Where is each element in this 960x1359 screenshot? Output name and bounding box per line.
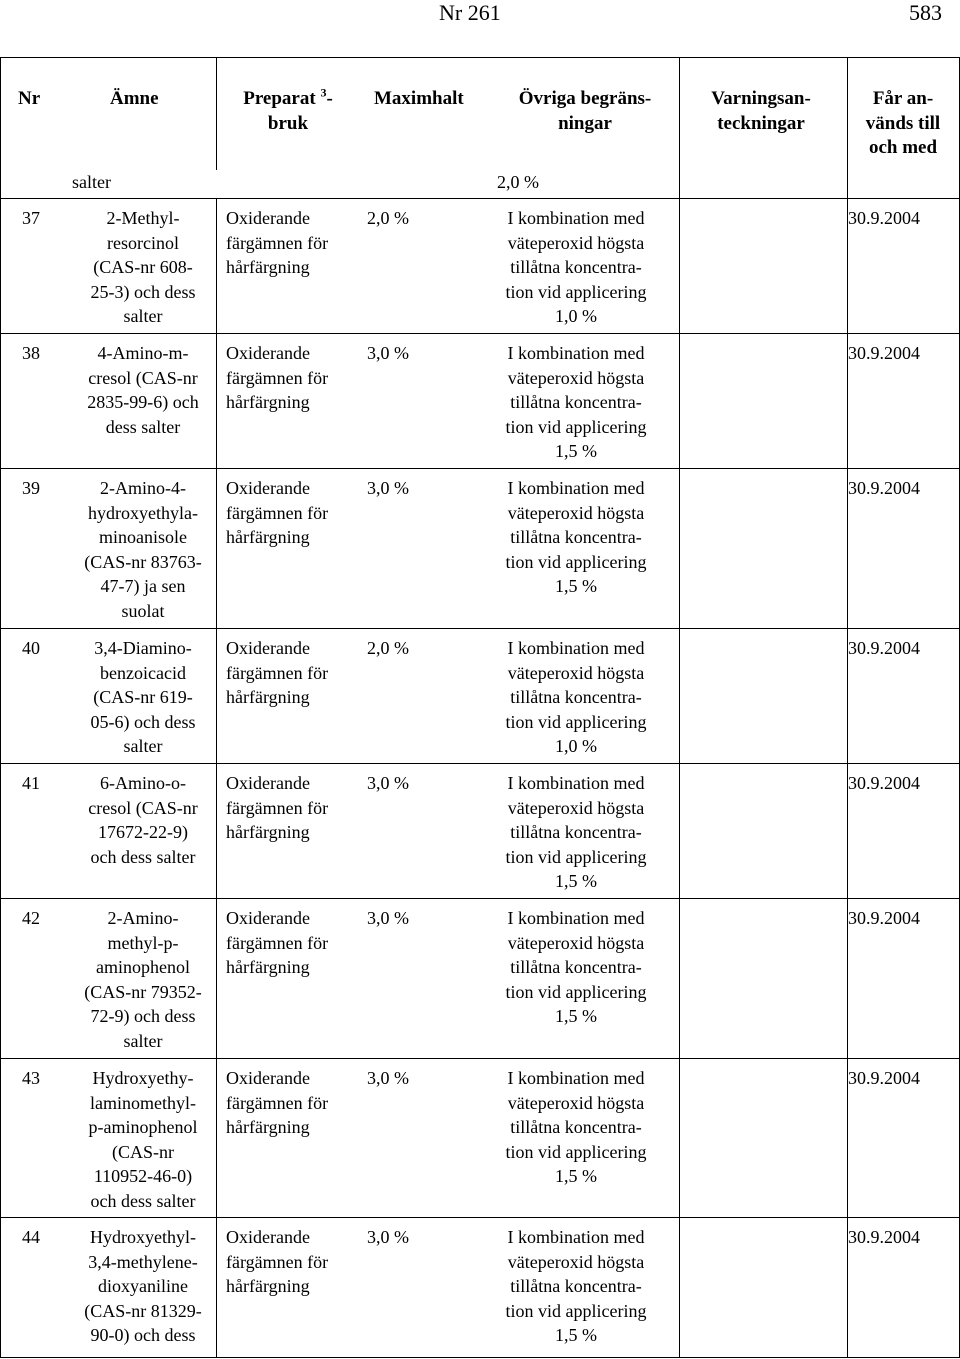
other-restrictions: I kombination med väteperoxid högsta tillåtna koncentra- tion vid applicering 1,5 % [505, 478, 647, 596]
footnote-marker: 3 [320, 85, 327, 100]
column-rule [679, 57, 680, 1358]
product-use: Oxiderande färgämnen för hårfärgning [226, 1068, 329, 1137]
other-restrictions: I kombination med väteperoxid högsta tillåtna koncentra- tion vid applicering 1,0 % [505, 638, 647, 756]
substance: 2-Amino- methyl-p- aminophenol (CAS-nr 79352- 72-9) och dess salter [84, 908, 202, 1051]
table-bottom-rule [0, 1357, 960, 1358]
row-divider [0, 763, 960, 764]
row-number: 44 [22, 1227, 40, 1247]
product-use: Oxiderande färgämnen för hårfärgning [226, 478, 329, 547]
preparat-label: Preparat [243, 88, 316, 109]
continuation-substance: salter [72, 172, 111, 192]
product-use: Oxiderande färgämnen för hårfärgning [226, 773, 329, 842]
substance: 6-Amino-o- cresol (CAS-nr 17672-22-9) och dess salter [88, 773, 198, 867]
allowed-until: 30.9.2004 [848, 773, 920, 793]
max-concentration: 3,0 % [367, 773, 409, 793]
column-rule [0, 57, 1, 1358]
max-concentration: 2,0 % [367, 208, 409, 228]
allowed-until: 30.9.2004 [848, 343, 920, 363]
max-concentration: 3,0 % [367, 478, 409, 498]
row-number: 41 [22, 773, 40, 793]
column-header-maximhalt: Maximhalt [374, 88, 464, 109]
continuation-limit: 2,0 % [497, 172, 539, 192]
preparat-label-line2: bruk [267, 112, 309, 134]
row-number: 43 [22, 1068, 40, 1088]
row-number: 38 [22, 343, 40, 363]
column-rule [216, 198, 217, 1358]
other-restrictions: I kombination med väteperoxid högsta tillåtna koncentra- tion vid applicering 1,0 % [505, 208, 647, 326]
max-concentration: 3,0 % [367, 343, 409, 363]
substance: Hydroxyethyl- 3,4-methylene- dioxyaniline (CAS-nr 81329- 90-0) och dess [84, 1227, 202, 1345]
substance: Hydroxyethy- laminomethyl- p-aminophenol (CAS-nr 110952-46-0) och dess salter [88, 1068, 198, 1211]
row-number: 40 [22, 638, 40, 658]
row-divider [0, 468, 960, 469]
allowed-until: 30.9.2004 [848, 1227, 920, 1247]
column-header-amne: Ämne [110, 88, 159, 109]
table-top-rule [0, 57, 960, 58]
other-restrictions: I kombination med väteperoxid högsta tillåtna koncentra- tion vid applicering 1,5 % [505, 343, 647, 461]
journal-number: Nr 261 [439, 0, 501, 25]
other-restrictions: I kombination med väteperoxid högsta tillåtna koncentra- tion vid applicering 1,5 % [505, 1227, 647, 1345]
allowed-until: 30.9.2004 [848, 1068, 920, 1088]
allowed-until: 30.9.2004 [848, 908, 920, 928]
page-header [0, 0, 960, 30]
max-concentration: 3,0 % [367, 1227, 409, 1247]
max-concentration: 3,0 % [367, 908, 409, 928]
column-rule [216, 57, 217, 170]
product-use: Oxiderande färgämnen för hårfärgning [226, 1227, 329, 1296]
row-divider [0, 198, 960, 199]
other-restrictions: I kombination med väteperoxid högsta tillåtna koncentra- tion vid applicering 1,5 % [505, 773, 647, 891]
other-restrictions: I kombination med väteperoxid högsta tillåtna koncentra- tion vid applicering 1,5 % [505, 908, 647, 1026]
substance: 4-Amino-m- cresol (CAS-nr 2835-99-6) och dess salter [87, 343, 199, 437]
column-header-nr: Nr [18, 88, 41, 109]
substance: 3,4-Diamino- benzoicacid (CAS-nr 619- 05-6) och dess salter [90, 638, 196, 756]
column-rule [847, 57, 848, 1358]
product-use: Oxiderande färgämnen för hårfärgning [226, 908, 329, 977]
page-number: 583 [909, 0, 942, 25]
column-header-far: Får an- vänds till och med [865, 88, 941, 158]
max-concentration: 3,0 % [367, 1068, 409, 1088]
allowed-until: 30.9.2004 [848, 208, 920, 228]
row-divider [0, 628, 960, 629]
row-number: 39 [22, 478, 40, 498]
preparat-hyphen: - [326, 88, 333, 109]
row-divider [0, 898, 960, 899]
column-header-ovriga: Övriga begräns- ningar [518, 88, 652, 134]
row-divider [0, 1217, 960, 1218]
row-divider [0, 333, 960, 334]
column-header-preparat [238, 87, 338, 136]
product-use: Oxiderande färgämnen för hårfärgning [226, 208, 329, 277]
max-concentration: 2,0 % [367, 638, 409, 658]
column-header-varning: Varningsan- teckningar [711, 88, 811, 134]
product-use: Oxiderande färgämnen för hårfärgning [226, 638, 329, 707]
other-restrictions: I kombination med väteperoxid högsta tillåtna koncentra- tion vid applicering 1,5 % [505, 1068, 647, 1186]
substance: 2-Amino-4- hydroxyethyla- minoanisole (CAS-nr 83763- 47-7) ja sen suolat [84, 478, 202, 621]
row-number: 42 [22, 908, 40, 928]
row-number: 37 [22, 208, 40, 228]
allowed-until: 30.9.2004 [848, 478, 920, 498]
substance: 2-Methyl- resorcinol (CAS-nr 608- 25-3) och dess salter [90, 208, 196, 326]
row-divider [0, 1058, 960, 1059]
product-use: Oxiderande färgämnen för hårfärgning [226, 343, 329, 412]
allowed-until: 30.9.2004 [848, 638, 920, 658]
